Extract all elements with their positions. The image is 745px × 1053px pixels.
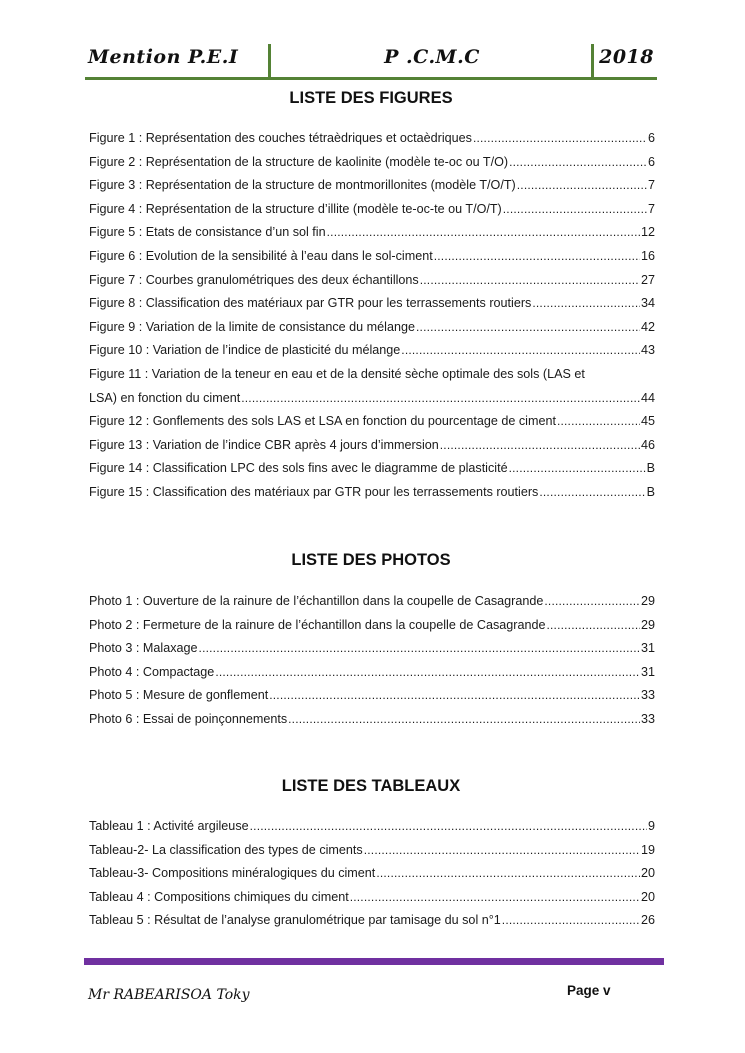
toc-entry-page: B [646, 484, 655, 499]
toc-entry-page: 31 [640, 641, 655, 656]
toc-entry-page: 44 [640, 390, 655, 405]
toc-entry-label: Figure 2 : Représentation de la structure de kaolinite (modèle te-oc ou T/O) [89, 154, 509, 169]
toc-entry[interactable] [89, 708, 655, 732]
toc-entry[interactable] [89, 245, 655, 269]
header-year: 2018 [599, 46, 654, 68]
toc-entry-label: Figure 12 : Gonflements des sols LAS et LSA en fonction du pourcentage de ciment [89, 414, 556, 429]
toc-entry[interactable] [89, 614, 655, 638]
toc-entry-label: Figure 13 : Variation de l’indice CBR après 4 jours d’immersion [89, 437, 439, 452]
toc-entry-page: 27 [640, 272, 655, 287]
toc-entry[interactable] [89, 151, 655, 175]
toc-entry-page: 20 [640, 889, 655, 904]
toc-entry-line[interactable] [89, 363, 655, 387]
header-title: P .C.M.C [384, 46, 480, 68]
toc-entry-label: Figure 14 : Classification LPC des sols fins avec le diagramme de plasticité [89, 461, 508, 476]
toc-entry-label: Figure 8 : Classification des matériaux par GTR pour les terrassements routiers [89, 296, 532, 311]
dot-leader [250, 820, 647, 830]
toc-entry-label: Figure 4 : Représentation de la structure d’illite (modèle te-oc-te ou T/O/T) [89, 201, 502, 216]
dot-leader [473, 132, 647, 142]
toc-entry-label: Tableau 4 : Compositions chimiques du ciment [89, 889, 349, 904]
toc-entry-label: Figure 15 : Classification des matériaux par GTR pour les terrassements routiers [89, 484, 539, 499]
toc-entry[interactable] [89, 684, 655, 708]
toc-entry-page: 7 [647, 201, 655, 216]
dot-leader [288, 713, 640, 723]
toc-entry[interactable] [89, 316, 655, 340]
toc-entry[interactable] [89, 590, 655, 614]
dot-leader [401, 344, 640, 354]
toc-entry-label: Figure 7 : Courbes granulométriques des deux échantillons [89, 272, 419, 287]
dot-leader [364, 844, 640, 854]
dot-leader [517, 179, 647, 189]
toc-entry-page: 46 [640, 437, 655, 452]
dot-leader [215, 666, 640, 676]
toc-entry[interactable] [89, 637, 655, 661]
dot-leader [199, 642, 640, 652]
toc-entry-label: Photo 3 : Malaxage [89, 641, 198, 656]
toc-entry[interactable] [89, 339, 655, 363]
toc-entry[interactable] [89, 269, 655, 293]
dot-leader [440, 439, 640, 449]
dot-leader [532, 297, 640, 307]
dot-leader [539, 486, 645, 496]
dot-leader [502, 914, 640, 924]
toc-entry-label: Figure 11 : Variation de la teneur en eau et de la densité sèche optimale des sols (LAS et [89, 366, 585, 381]
toc-entry-label: LSA) en fonction du ciment [89, 390, 241, 405]
toc-entry-label: Tableau-3- Compositions minéralogiques du ciment [89, 866, 376, 881]
dot-leader [350, 891, 640, 901]
toc-entry-page: 29 [640, 617, 655, 632]
toc-entry-page: 31 [640, 664, 655, 679]
toc-entry-page: 6 [647, 154, 655, 169]
toc-entry-label: Tableau 1 : Activité argileuse [89, 819, 249, 833]
toc-entry[interactable] [89, 127, 655, 151]
toc-entry-label: Photo 6 : Essai de poinçonnements [89, 711, 288, 726]
toc-entry-label: Figure 1 : Représentation des couches tétraèdriques et octaèdriques [89, 131, 472, 145]
toc-entry[interactable] [89, 387, 655, 411]
toc-entry-label: Photo 1 : Ouverture de la rainure de l’échantillon dans la coupelle de Casagrande [89, 594, 544, 608]
dot-leader [416, 321, 640, 331]
photos-list [89, 590, 655, 732]
toc-entry[interactable] [89, 292, 655, 316]
toc-entry[interactable] [89, 434, 655, 458]
toc-entry-label: Photo 5 : Mesure de gonflement [89, 688, 269, 703]
dot-leader [327, 226, 640, 236]
toc-entry[interactable] [89, 410, 655, 434]
toc-entry-page: 42 [640, 319, 655, 334]
toc-entry-page: 20 [640, 866, 655, 881]
dot-leader [434, 250, 640, 260]
toc-entry-label: Figure 10 : Variation de l’indice de plasticité du mélange [89, 343, 401, 358]
photos-title: LISTE DES PHOTOS [291, 551, 451, 569]
figures-list [89, 127, 655, 505]
toc-entry[interactable] [89, 862, 655, 886]
toc-entry-page: 33 [640, 688, 655, 703]
toc-entry-page: 29 [640, 594, 655, 608]
toc-entry[interactable] [89, 909, 655, 933]
header-divider [268, 44, 271, 80]
toc-entry[interactable] [89, 839, 655, 863]
toc-entry[interactable] [89, 481, 655, 505]
toc-entry-label: Tableau-2- La classification des types de ciments [89, 842, 363, 857]
toc-entry-page: 6 [647, 131, 655, 145]
toc-entry-page: 19 [640, 842, 655, 857]
toc-entry-label: Figure 9 : Variation de la limite de consistance du mélange [89, 319, 415, 334]
toc-entry[interactable] [89, 198, 655, 222]
toc-entry[interactable] [89, 457, 655, 481]
toc-entry-page: 33 [640, 711, 655, 726]
toc-entry-label: Photo 2 : Fermeture de la rainure de l’échantillon dans la coupelle de Casagrande [89, 617, 546, 632]
toc-entry-label: Tableau 5 : Résultat de l’analyse granulométrique par tamisage du sol n°1 [89, 913, 501, 928]
toc-entry-page: 43 [640, 343, 655, 358]
header-mention: Mention P.E.I [88, 46, 239, 68]
dot-leader [376, 867, 640, 877]
tableaux-list [89, 815, 655, 933]
footer-author: Mr RABEARISOA Toky [88, 987, 250, 1003]
toc-entry-page: 45 [640, 414, 655, 429]
toc-entry-page: 16 [640, 248, 655, 263]
dot-leader [269, 689, 640, 699]
toc-entry-page: 12 [640, 225, 655, 240]
toc-entry-label: Figure 5 : Etats de consistance d’un sol fin [89, 225, 326, 240]
toc-entry[interactable] [89, 174, 655, 198]
page-number: Page v [567, 983, 611, 998]
toc-entry[interactable] [89, 221, 655, 245]
tableaux-title: LISTE DES TABLEAUX [281, 777, 461, 795]
dot-leader [420, 274, 640, 284]
toc-entry[interactable] [89, 815, 655, 839]
toc-entry-page: 26 [640, 913, 655, 928]
dot-leader [503, 203, 647, 213]
header-rule [85, 77, 657, 80]
toc-entry[interactable] [89, 661, 655, 685]
header-divider [591, 44, 594, 80]
toc-entry-label: Figure 6 : Evolution de la sensibilité à l’eau dans le sol-ciment [89, 248, 433, 263]
footer-rule [84, 958, 664, 965]
toc-entry-label: Photo 4 : Compactage [89, 664, 215, 679]
toc-entry-label: Figure 3 : Représentation de la structure de montmorillonites (modèle T/O/T) [89, 178, 516, 193]
dot-leader [509, 462, 646, 472]
toc-entry-page: B [646, 461, 655, 476]
toc-entry-page: 9 [647, 819, 655, 833]
toc-entry-page: 34 [640, 296, 655, 311]
dot-leader [557, 415, 640, 425]
dot-leader [241, 392, 640, 402]
figures-title: LISTE DES FIGURES [289, 89, 453, 107]
toc-entry[interactable] [89, 886, 655, 910]
toc-entry-page: 7 [647, 178, 655, 193]
page-header [85, 44, 657, 80]
dot-leader [509, 156, 647, 166]
dot-leader [546, 619, 640, 629]
dot-leader [544, 595, 640, 605]
